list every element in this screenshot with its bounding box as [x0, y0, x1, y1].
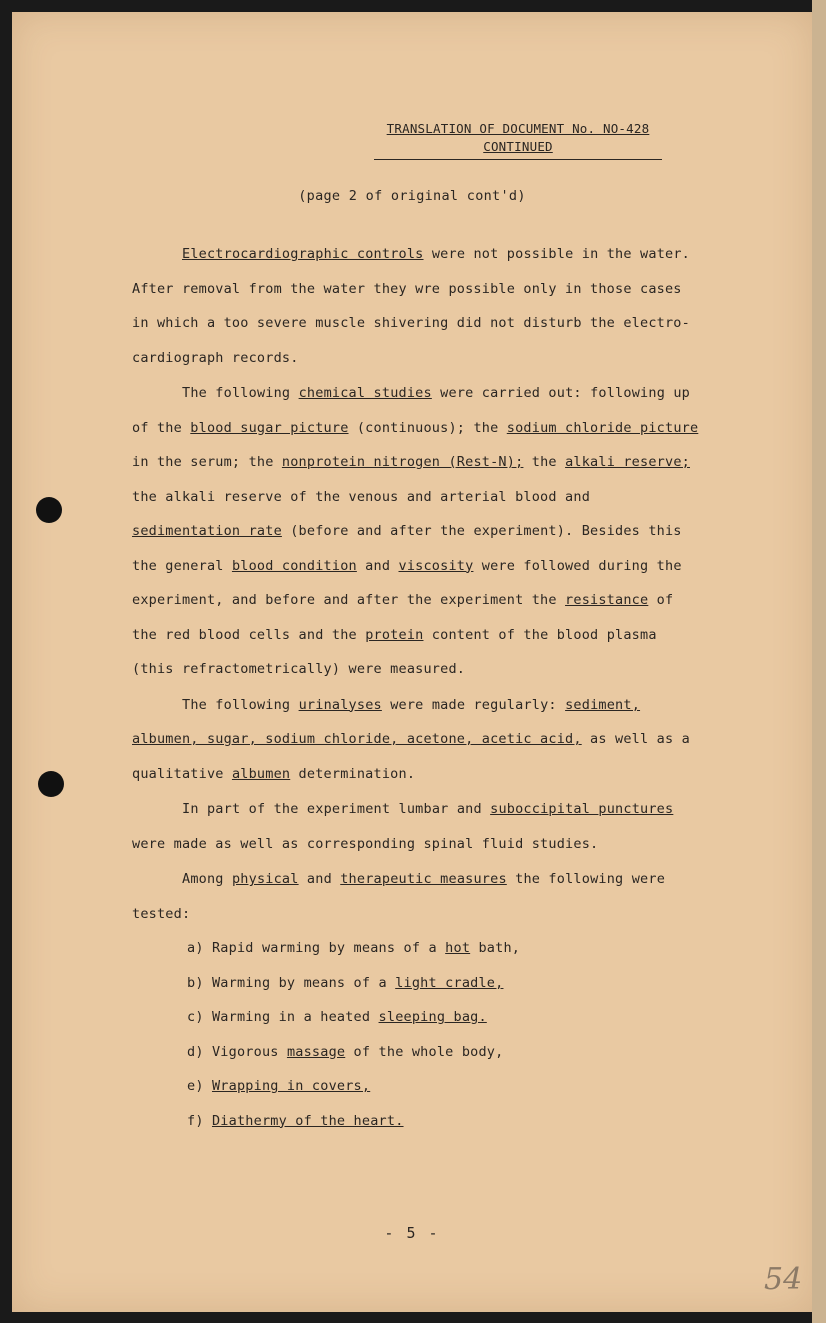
underlined-term: therapeutic measures — [340, 871, 507, 887]
underlined-term: blood sugar picture — [190, 419, 349, 436]
underlined-term: massage — [286, 1043, 346, 1060]
document-body — [132, 237, 702, 1138]
list-item — [187, 1035, 702, 1070]
header-title: TRANSLATION OF DOCUMENT No. NO-428 — [386, 121, 650, 136]
paragraph-text: were made regularly: — [381, 696, 566, 713]
paragraph-text: as well as a qualitative — [132, 731, 690, 782]
paragraph-text: and — [298, 871, 341, 887]
paragraph-ecg — [132, 237, 702, 375]
paragraph-text: were made as well as corresponding spinal fluid studies. — [132, 835, 599, 852]
list-item — [187, 1000, 702, 1035]
paragraph-text: the following were tested: — [132, 871, 666, 922]
paragraph-text: and — [356, 557, 399, 574]
list-item — [187, 966, 702, 1001]
underlined-term: Wrapping in covers, — [211, 1078, 371, 1094]
background-strip — [812, 0, 826, 1323]
underlined-term: urinalyses — [298, 696, 382, 713]
paragraph-text: in the serum; the — [132, 454, 282, 470]
underlined-term: sleeping bag. — [378, 1009, 487, 1025]
paragraph-chemical — [132, 376, 702, 687]
list-item-text: f) — [187, 1112, 212, 1129]
paragraph-text: (continuous); the — [348, 419, 507, 436]
page-number: - 5 - — [384, 1224, 440, 1242]
paragraph-text: determination. — [290, 765, 416, 782]
underlined-term: resistance — [565, 592, 649, 608]
underlined-term: alkali reserve; — [565, 454, 690, 470]
underlined-term: hot — [445, 940, 471, 956]
paragraph-punctures — [132, 792, 702, 861]
paragraph-text: the — [523, 454, 566, 470]
underlined-term: protein — [365, 626, 424, 643]
list-item-text: d) Vigorous — [187, 1043, 287, 1060]
document-page — [12, 12, 812, 1312]
paragraph-text: The following — [182, 696, 299, 713]
punch-hole — [38, 771, 64, 797]
list-item-text: a) Rapid warming by means of a — [187, 940, 446, 956]
underlined-term: albumen — [231, 765, 291, 782]
list-item-text: e) — [187, 1078, 212, 1094]
list-item-text: of the whole body, — [345, 1043, 504, 1060]
underlined-term: suboccipital punctures — [490, 801, 674, 817]
underlined-term: Electrocardiographic controls — [182, 246, 424, 262]
paragraph-text: The following — [182, 385, 299, 401]
page-reference: (page 2 of original cont'd) — [298, 188, 526, 204]
list-item — [187, 1069, 702, 1104]
underlined-term: sediment, albumen, sugar, sodium chloride, acetone, acetic acid, — [132, 696, 641, 747]
paragraph-text: In part of the experiment lumbar and — [182, 801, 491, 817]
header-rule — [374, 159, 662, 160]
underlined-term: nonprotein nitrogen (Rest-N); — [281, 454, 524, 470]
underlined-term: light cradle, — [395, 974, 504, 991]
list-item-text: c) Warming in a heated — [187, 1009, 379, 1025]
paragraph-text: content of the blood plasma (this refractometrically) were measured. — [132, 626, 657, 677]
list-item-text: b) Warming by means of a — [187, 974, 396, 991]
paragraph-text: were not possible in the water. After removal from the water they wre possible only in those cases in which a too severe muscle shivering did not disturb the electro- cardiograph records. — [132, 246, 691, 366]
paragraph-text: (before and after the experiment). Besides this the general — [132, 523, 682, 574]
underlined-term: viscosity — [398, 557, 474, 574]
underlined-term: sodium chloride picture — [506, 419, 699, 436]
underlined-term: sedimentation rate — [132, 523, 282, 539]
paragraph-text: of the red blood cells and the — [132, 592, 674, 643]
list-item — [187, 931, 702, 966]
paragraph-text: Among — [182, 871, 232, 887]
measures-list — [132, 931, 702, 1138]
underlined-term: chemical studies — [298, 385, 432, 401]
folio-number: 54 — [764, 1262, 803, 1297]
list-item-text: bath, — [470, 940, 521, 956]
paragraph-text: the alkali reserve of the venous and arterial blood and — [132, 488, 591, 505]
underlined-term: blood condition — [231, 557, 357, 574]
underlined-term: Diathermy of the heart. — [211, 1112, 404, 1129]
header-continued: CONTINUED — [483, 139, 553, 154]
punch-hole — [36, 497, 62, 523]
paragraph-text: were followed during the experiment, and before and after the experiment the — [132, 557, 682, 608]
underlined-term: physical — [231, 871, 299, 887]
document-header — [374, 120, 662, 160]
paragraph-urinalyses — [132, 688, 702, 792]
paragraph-text: were carried out: following up of the — [132, 385, 691, 436]
paragraph-measures — [132, 862, 702, 931]
list-item — [187, 1104, 702, 1139]
